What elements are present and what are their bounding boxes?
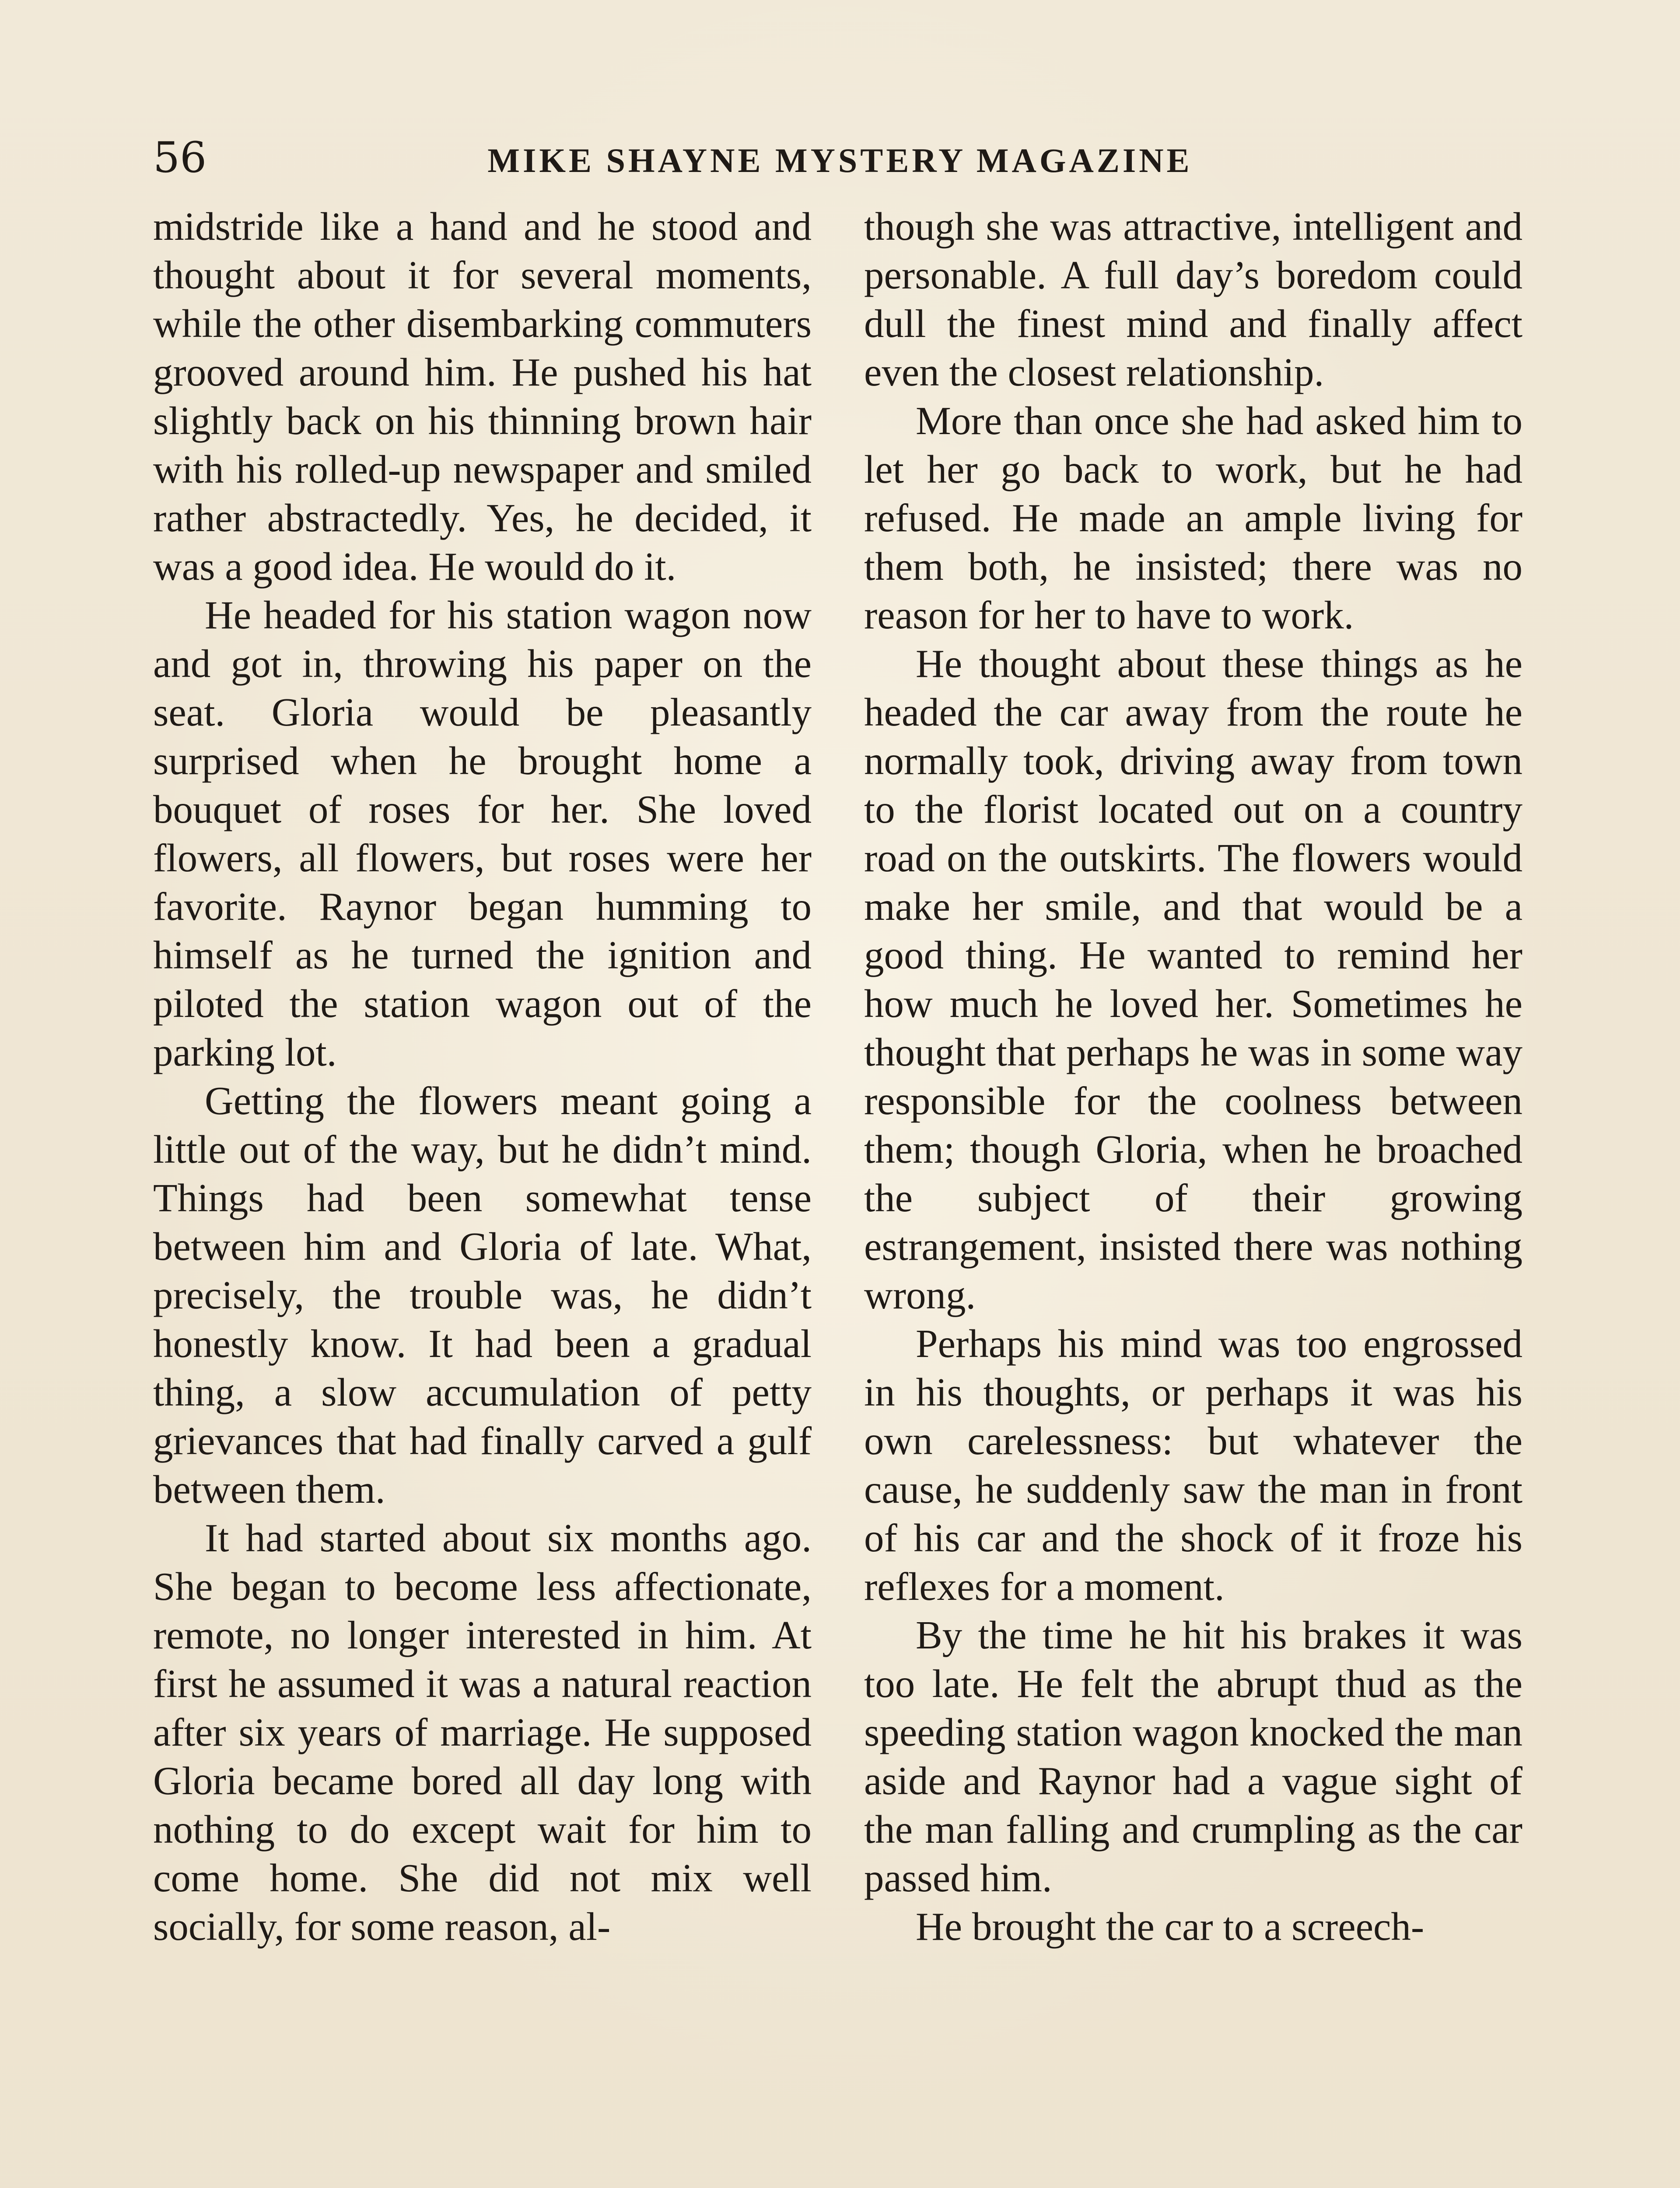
paragraph: though she was attractive, intelligent and personable. A full day’s boredom could dull the finest mind and finally affect even the closest relationship. bbox=[864, 204, 1522, 394]
right-column bbox=[864, 202, 1522, 1951]
paragraph: Perhaps his mind was too engrossed in his thoughts, or perhaps it was his own carelessness: but whatever the cause, he suddenly saw the man in front of his car and the shock of it froze his reflexes for a moment. bbox=[864, 1322, 1522, 1609]
paragraph: He thought about these things as he headed the car away from the route he normally took, driving away from town to the florist located out on a country road on the outskirts. The flowers would make her smile, and that would be a good thing. He wanted to remind her how much he loved her. Sometimes he thought that perhaps he was in some way responsible for the coolness between them; though Gloria, when he broached the subject of their growing estrangement, insisted there was nothing wrong. bbox=[864, 642, 1522, 1317]
running-head: MIKE SHAYNE MYSTERY MAGAZINE bbox=[487, 141, 1193, 179]
paragraph: midstride like a hand and he stood and thought about it for several moments, while the other disembarking commuters grooved around him. He pushed his hat slightly back on his thinning brown hair with his rolled-up newspaper and smiled rather abstractedly. Yes, he decided, it was a good idea. He would do it. bbox=[153, 204, 812, 589]
text-columns bbox=[153, 202, 1527, 2188]
paragraph: He brought the car to a screech- bbox=[916, 1904, 1424, 1949]
paragraph: It had started about six months ago. She began to become less affectionate, remote, no longer interested in him. At first he assumed it was a natural reaction after six years of marriage. He supposed Gloria became bored all day long with nothing to do except wait for him to come home. She did not mix well socially, for some reason, al- bbox=[153, 1516, 812, 1949]
paragraph: Getting the flowers meant going a little out of the way, but he didn’t mind. Things had been somewhat tense between him and Gloria of late. What, precisely, the trouble was, he didn’t honestly know. It had been a gradual thing, a slow accumulation of petty grievances that had finally carved a gulf between them. bbox=[153, 1079, 812, 1511]
page-header bbox=[153, 131, 1527, 193]
left-column bbox=[153, 202, 812, 1951]
paragraph: He headed for his station wagon now and got in, throwing his paper on the seat. Gloria would be pleasantly surprised when he brought home a bouquet of roses for her. She loved flowers, all flowers, but roses were her favorite. Raynor began humming to himself as he turned the ignition and piloted the station wagon out of the parking lot. bbox=[153, 593, 812, 1074]
paragraph: By the time he hit his brakes it was too late. He felt the abrupt thud as the speeding station wagon knocked the man aside and Raynor had a vague sight of the man falling and crumpling as the car passed him. bbox=[864, 1613, 1522, 1900]
page-number: 56 bbox=[153, 133, 207, 182]
paragraph: More than once she had asked him to let her go back to work, but he had refused. He made an ample living for them both, he insisted; there was no reason for her to have to work. bbox=[864, 399, 1522, 637]
